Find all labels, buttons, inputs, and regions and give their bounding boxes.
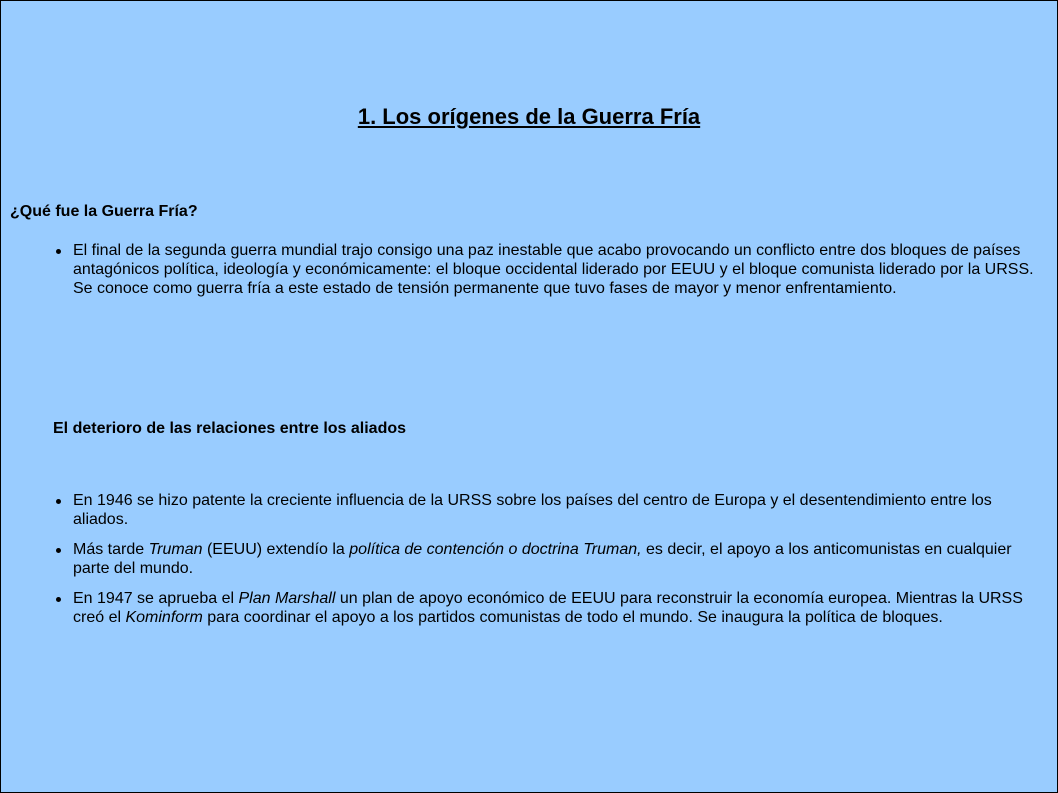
bullet-icon [56, 597, 61, 602]
bullet-icon [56, 249, 61, 254]
bullet-text: El final de la segunda guerra mundial trajo consigo una paz inestable que acabo provocando un conflicto entre dos bloques de países antagónicos política, ideología y económicamente: el bloque occidental liderado por EEUU y el bloque comunista liderado por la URSS. Se conoce como guerra fría a este estado de tensión permanente que tuvo fases de mayor y menor enfrentamiento. [73, 242, 1034, 297]
list-item [52, 589, 1048, 627]
list-item [52, 540, 1048, 578]
bullet-text: En 1946 se hizo patente la creciente influencia de la URSS sobre los países del centro de Europa y el desentendimiento entre los aliados. [73, 492, 992, 528]
bullet-list-definition [52, 241, 1048, 309]
section-heading-deterioro: El deterioro de las relaciones entre los aliados [53, 420, 407, 437]
bullet-icon [56, 499, 61, 504]
bullet-list-deterioro [52, 491, 1048, 638]
bullet-text: Más tarde Truman (EEUU) extendío la política de contención o doctrina Truman, es decir, el apoyo a los anticomunistas en cualquier parte del mundo. [73, 541, 1012, 577]
bullet-icon [56, 548, 61, 553]
section-heading-que-fue: ¿Qué fue la Guerra Fría? [10, 203, 198, 220]
bullet-text: En 1947 se aprueba el Plan Marshall un plan de apoyo económico de EEUU para reconstruir la economía europea. Mientras la URSS creó el Kominform para coordinar el apoyo a los partidos comunistas de todo el mundo. Se inaugura la política de bloques. [73, 590, 1023, 626]
slide-title: 1. Los orígenes de la Guerra Fría [357, 104, 701, 129]
list-item [52, 491, 1048, 529]
list-item [52, 241, 1048, 298]
